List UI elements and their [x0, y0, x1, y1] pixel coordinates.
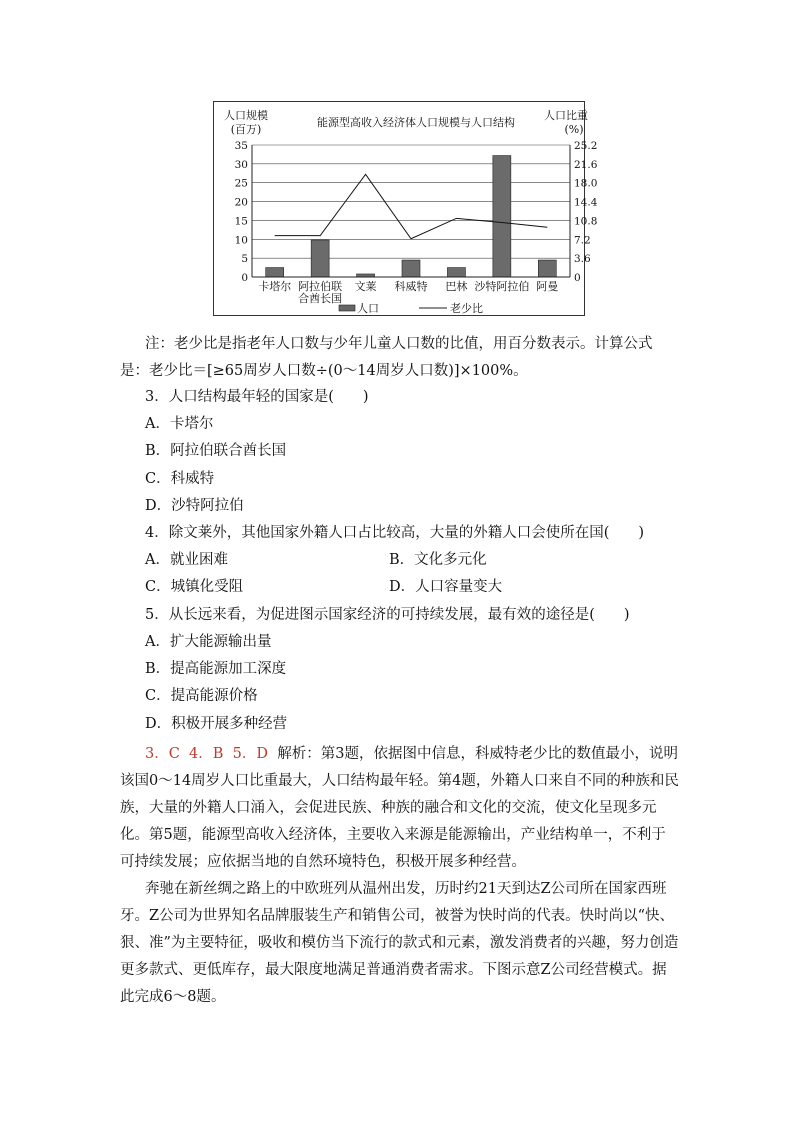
- q3-option-b[interactable]: B．阿拉伯联合酋长国: [145, 443, 287, 459]
- chart-legend: [339, 301, 483, 315]
- q3-option-d[interactable]: D．沙特阿拉伯: [145, 498, 244, 514]
- left-tick-label: 25: [234, 177, 248, 190]
- right-axis-label-1: 人口比重: [544, 109, 588, 122]
- answer-analysis: [120, 741, 680, 876]
- question-3: 3．人口结构最年轻的国家是( ): [145, 389, 369, 405]
- category-label: 阿拉伯联: [298, 280, 343, 293]
- category-label: 巴林: [445, 280, 468, 293]
- left-tick-label: 30: [234, 158, 248, 171]
- right-tick-label: 0: [574, 272, 581, 284]
- category-label: 文莱: [354, 280, 377, 293]
- reading-passage: 奔驰在新丝绸之路上的中欧班列从温州出发，历时约21天到达Z公司所在国家西班牙。Z公司为世界知名品牌服装生产和销售公司，被誉为快时尚的代表。快时尚以“快、狠、准”为主要特征，吸收和模仿当下流行的款式和元素，激发消费者的兴趣，努力创造更多款式、更低库存，最大限度地满足普通消费者需求。下图示意Z公司经营模式。据此完成6～8题。: [120, 881, 679, 1005]
- question-5: 5．从长远来看，为促进图示国家经济的可持续发展，最有效的途径是( ): [145, 607, 630, 623]
- answer-3: 3．C: [145, 746, 180, 762]
- right-axis-label-2: (%): [564, 123, 584, 136]
- right-tick-label: 7.2: [574, 234, 591, 247]
- right-tick-label: 14.4: [574, 196, 598, 209]
- q4-option-b[interactable]: B．文化多元化: [389, 552, 487, 568]
- left-tick-label: 20: [234, 196, 248, 209]
- q4-option-a[interactable]: A．就业困难: [145, 552, 228, 568]
- q5-option-b[interactable]: B．提高能源加工深度: [145, 661, 287, 677]
- left-tick-label: 35: [234, 140, 248, 152]
- q4-option-d[interactable]: D．人口容量变大: [389, 579, 503, 595]
- population-bar: [493, 156, 511, 277]
- left-axis-label-2: (百万): [230, 123, 262, 136]
- population-chart: [214, 102, 598, 315]
- left-tick-label: 0: [241, 272, 248, 284]
- category-label: 阿曼: [536, 280, 559, 293]
- chart-frame: [213, 101, 598, 316]
- population-bar: [266, 268, 284, 277]
- right-tick-label: 3.6: [574, 253, 591, 266]
- right-tick-label: 25.2: [574, 140, 598, 152]
- q5-option-c[interactable]: C．提高能源价格: [145, 688, 258, 704]
- answer-5: 5．D: [232, 746, 269, 762]
- q4-option-c[interactable]: C．城镇化受阻: [145, 579, 244, 595]
- left-axis-label-1: 人口规模: [224, 109, 268, 122]
- right-tick-label: 10.8: [574, 215, 598, 228]
- population-bar: [311, 240, 329, 277]
- legend-line-label: 老少比: [450, 302, 483, 315]
- population-bar: [402, 260, 420, 277]
- right-tick-label: 21.6: [574, 158, 598, 171]
- left-tick-label: 10: [234, 234, 248, 247]
- analysis-text: 解析：第3题，依据图中信息，科威特老少比的数值最小，说明该国0～14周岁人口比重最大，人口结构最年轻。第4题，外籍人口来自不同的种族和民族，大量的外籍人口涌入，会促进民族、种族的融合和文化的交流，使文化呈现多元化。第5题，能源型高收入经济体，主要收入来源是能源输出，产业结构单一，不利于可持续发展；应依据当地的自然环境特色，积极开展多种经营。: [120, 746, 679, 870]
- q3-option-c[interactable]: C．科威特: [145, 471, 215, 487]
- q5-option-d[interactable]: D．积极开展多种经营: [145, 716, 288, 732]
- answer-4: 4．B: [189, 746, 224, 762]
- q5-option-a[interactable]: A．扩大能源输出量: [145, 634, 272, 650]
- category-label: 沙特阿拉伯: [474, 280, 530, 293]
- category-label: 科威特: [394, 280, 428, 293]
- right-tick-label: 18.0: [574, 177, 598, 190]
- chart-title: 能源型高收入经济体人口规模与人口结构: [317, 116, 515, 129]
- population-bar: [538, 260, 556, 277]
- category-label: 合酋长国: [298, 292, 343, 305]
- legend-bar-swatch: [339, 305, 355, 311]
- category-label: 卡塔尔: [258, 280, 292, 293]
- left-tick-label: 15: [234, 215, 248, 228]
- left-tick-label: 5: [241, 253, 248, 266]
- q3-option-a[interactable]: A．卡塔尔: [145, 416, 214, 432]
- population-bar: [447, 268, 465, 277]
- legend-bar-label: 人口: [357, 302, 379, 315]
- question-4: 4．除文莱外，其他国家外籍人口占比较高，大量的外籍人口会使所在国( ): [145, 525, 645, 541]
- chart-note: 注：老少比是指老年人口数与少年儿童人口数的比值，用百分数表示。计算公式是：老少比＝[≥65周岁人口数÷(0～14周岁人口数)]×100%。: [120, 336, 653, 379]
